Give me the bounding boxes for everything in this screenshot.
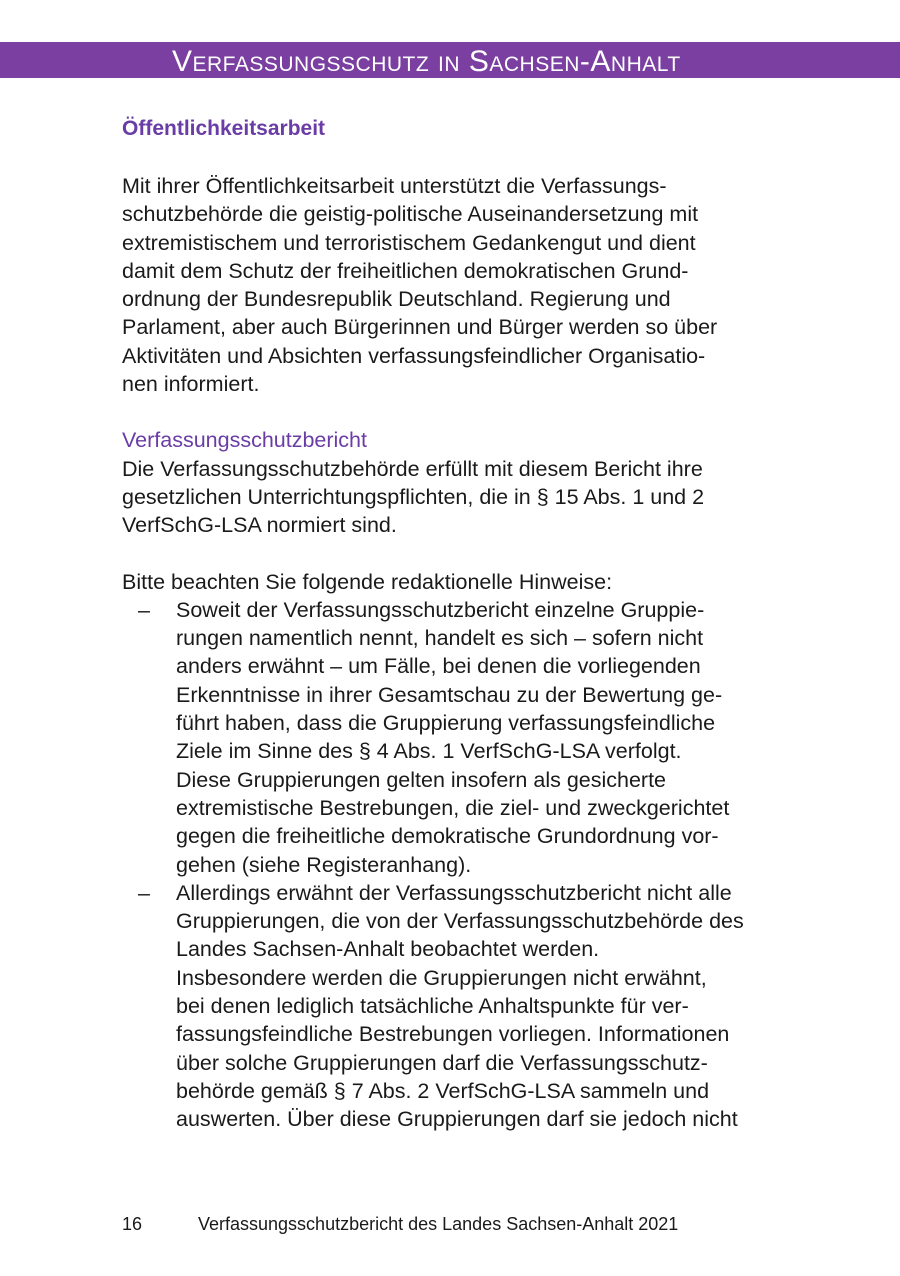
list-item	[122, 596, 802, 879]
text-line: rungen namentlich nennt, handelt es sich – sofern nicht	[176, 626, 704, 651]
text-line: Mit ihrer Öffentlichkeitsarbeit unterstützt die Verfassungs-	[122, 174, 667, 198]
text-line: Parlament, aber auch Bürgerinnen und Bürger werden so über	[122, 315, 718, 340]
footer-text: Verfassungsschutzbericht des Landes Sachsen-Anhalt 2021	[198, 1214, 679, 1234]
section-heading: Öffentlichkeitsarbeit	[122, 117, 326, 140]
page-number: 16	[122, 1214, 143, 1234]
text-line: nen informiert.	[122, 372, 260, 397]
page-footer	[122, 1214, 678, 1235]
dash-marker: –	[138, 880, 150, 905]
text-line: extremistischem und terroristischem Gedankengut und dient	[122, 230, 696, 255]
notes-intro: Bitte beachten Sie folgende redaktionelle Hinweise:	[122, 569, 613, 594]
report-paragraph	[122, 426, 802, 539]
text-line: schutzbehörde die geistig-politische Auseinandersetzung mit	[122, 202, 699, 227]
text-line: Diese Gruppierungen gelten insofern als gesicherte	[176, 767, 667, 792]
text-line: Aktivitäten und Absichten verfassungsfeindlicher Organisatio-	[122, 343, 706, 368]
text-line: Erkenntnisse in ihrer Gesamtschau zu der Bewertung ge-	[176, 682, 723, 707]
text-line: anders erwähnt – um Fälle, bei denen die vorliegenden	[176, 654, 701, 679]
text-line: VerfSchG-LSA normiert sind.	[122, 513, 397, 538]
list-item	[122, 879, 802, 1134]
notes-paragraph	[122, 568, 802, 1134]
text-line: Insbesondere werden die Gruppierungen nicht erwähnt,	[176, 965, 707, 990]
main-content	[122, 114, 802, 1134]
text-line: gegen die freiheitliche demokratische Grundordnung vor-	[176, 824, 719, 849]
text-line: führt haben, dass die Gruppierung verfassungsfeindliche	[176, 711, 716, 736]
text-line: bei denen lediglich tatsächliche Anhaltspunkte für ver-	[176, 994, 689, 1019]
text-line: Soweit der Verfassungsschutzbericht einzelne Gruppie-	[176, 597, 705, 622]
text-line: behörde gemäß § 7 Abs. 2 VerfSchG-LSA sammeln und	[176, 1078, 710, 1103]
text-line: Allerdings erwähnt der Verfassungsschutzbericht nicht alle	[176, 880, 732, 905]
header-title: Verfassungsschutz in Sachsen-Anhalt	[172, 45, 681, 78]
text-line: Landes Sachsen-Anhalt beobachtet werden.	[176, 937, 600, 962]
notes-list	[122, 596, 802, 1134]
dash-marker: –	[138, 597, 150, 622]
header-bar	[0, 42, 900, 78]
text-line: gesetzlichen Unterrichtungspflichten, die in § 15 Abs. 1 und 2	[122, 484, 705, 509]
text-line: extremistische Bestrebungen, die ziel- und zweckgerichtet	[176, 795, 730, 820]
text-line: Ziele im Sinne des § 4 Abs. 1 VerfSchG-LSA verfolgt.	[176, 739, 682, 764]
text-line: ordnung der Bundesrepublik Deutschland. Regierung und	[122, 287, 671, 312]
text-line: damit dem Schutz der freiheitlichen demokratischen Grund-	[122, 258, 689, 283]
intro-paragraph	[122, 172, 802, 398]
text-line: über solche Gruppierungen darf die Verfassungsschutz-	[176, 1050, 708, 1075]
text-line: Gruppierungen, die von der Verfassungsschutzbehörde des	[176, 909, 744, 934]
subheading: Verfassungsschutzbericht	[122, 428, 367, 453]
text-line: Die Verfassungsschutzbehörde erfüllt mit diesem Bericht ihre	[122, 456, 703, 481]
text-line: auswerten. Über diese Gruppierungen darf sie jedoch nicht	[176, 1107, 738, 1132]
text-line: fassungsfeindliche Bestrebungen vorliegen. Informationen	[176, 1022, 730, 1047]
text-line: gehen (siehe Registeranhang).	[176, 852, 472, 877]
